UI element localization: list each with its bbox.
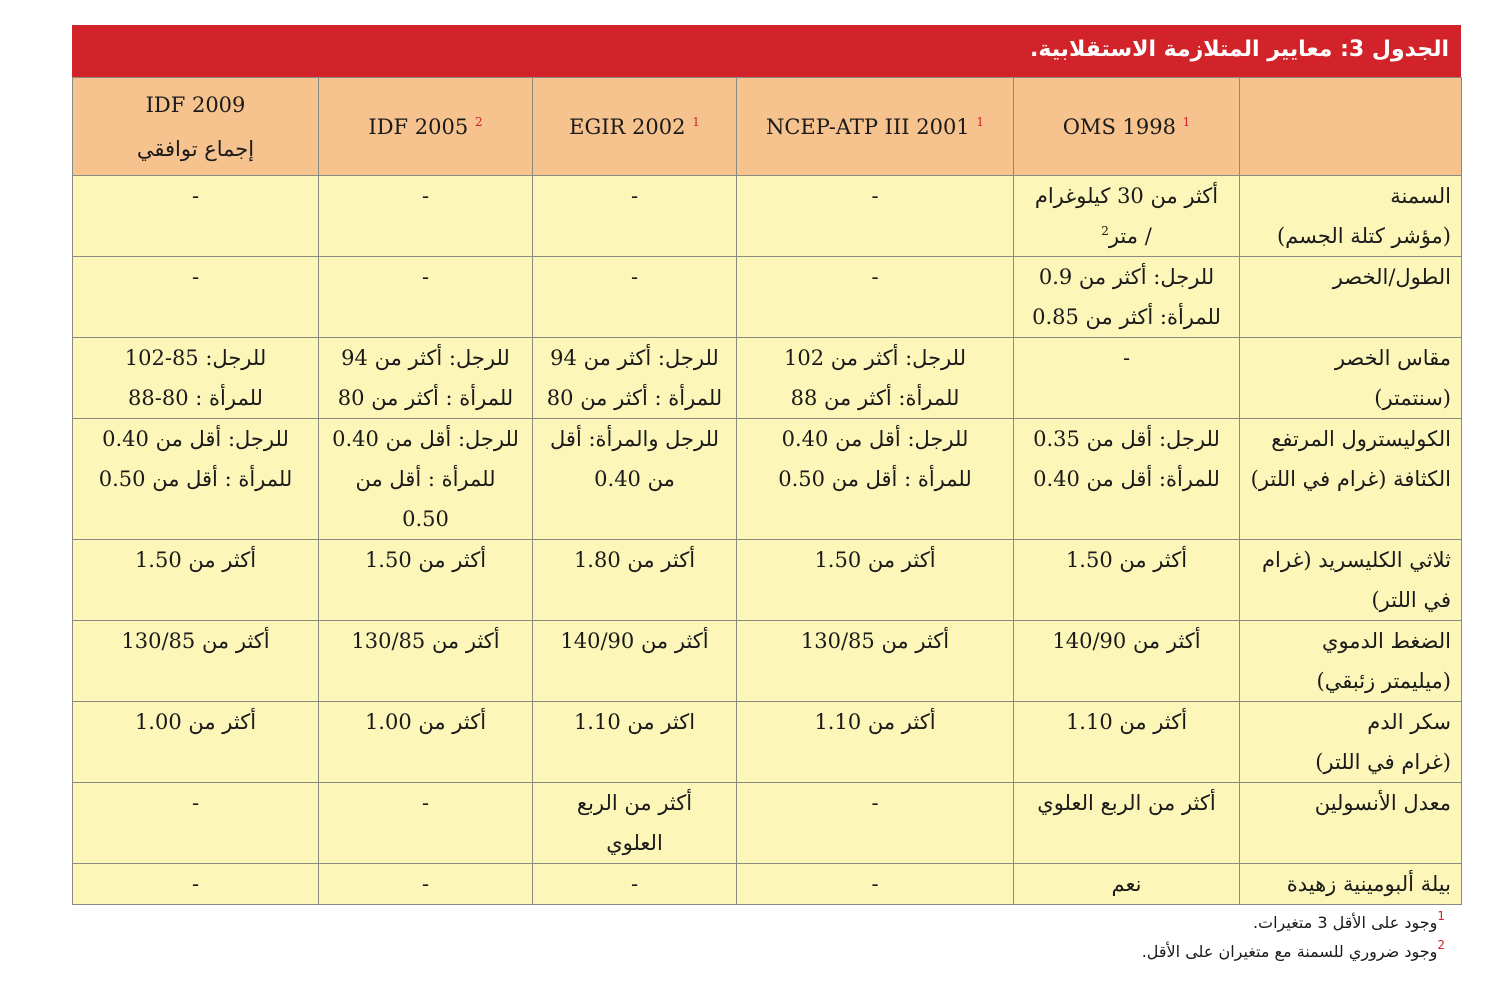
cell-line <box>325 176 526 216</box>
table-cell <box>73 540 319 621</box>
cell-line <box>325 378 526 418</box>
footnote-line <box>1142 937 1445 966</box>
cell-line <box>79 176 312 216</box>
table-cell <box>73 783 319 864</box>
cell-line <box>79 257 312 297</box>
cell-text: أكثر من 130/85 <box>121 629 270 653</box>
table-cell <box>1014 338 1240 419</box>
row-label-line: الطول/الخصر <box>1332 265 1451 289</box>
cell-text: أكثر من 1.00 <box>364 710 487 734</box>
cell-text: للمرأة : أقل من 0.50 <box>778 467 972 491</box>
cell-line <box>79 378 312 418</box>
column-header-text: EGIR 2002 <box>569 114 686 139</box>
footnote-text: وجود على الأقل 3 متغيرات. <box>1252 913 1438 932</box>
column-header <box>1014 78 1240 176</box>
cell-line <box>1020 257 1233 297</box>
column-header <box>1240 78 1462 176</box>
footnote-line <box>1142 908 1445 937</box>
cell-text: العلوي <box>606 831 663 855</box>
cell-text: أكثر من 1.10 <box>814 710 936 734</box>
cell-text: أكثر من 1.80 <box>573 548 696 572</box>
cell-line <box>325 702 526 742</box>
cell-line <box>539 338 730 378</box>
cell-line <box>1020 419 1233 459</box>
table-cell <box>737 257 1014 338</box>
cell-text: أكثر من 130/85 <box>800 629 950 653</box>
table-cell <box>1014 783 1240 864</box>
row-label-line: (غرام في اللتر) <box>1315 750 1451 774</box>
cell-line <box>1020 540 1233 580</box>
footnote-ref-marker: 2 <box>474 114 483 129</box>
cell-line <box>1020 864 1233 904</box>
cell-text: للرجل: أكثر من 94 <box>550 346 719 370</box>
table-cell <box>319 864 533 905</box>
row-label <box>1240 176 1462 257</box>
cell-text: للمرأة: أكثر من 0.85 <box>1032 305 1221 329</box>
footnote-ref-marker: 1 <box>692 114 700 129</box>
cell-text: - <box>421 184 430 208</box>
cell-line <box>325 621 526 661</box>
row-label <box>1240 783 1462 864</box>
table-cell <box>1014 540 1240 621</box>
cell-line <box>79 783 312 823</box>
cell-text: - <box>630 265 639 289</box>
cell-text: - <box>421 791 430 815</box>
cell-line <box>1020 459 1233 499</box>
cell-text: للمرأة : 80-88 <box>128 386 263 410</box>
cell-text: نعم <box>1111 872 1142 896</box>
cell-text: اكثر من 1.10 <box>573 710 696 734</box>
cell-line <box>743 702 1007 742</box>
cell-text: - <box>191 791 200 815</box>
cell-text: - <box>421 265 430 289</box>
cell-text: للرجل والمرأة: أقل <box>550 427 719 451</box>
cell-line <box>325 864 526 904</box>
table-cell <box>737 176 1014 257</box>
column-header-text: IDF 2005 <box>368 114 469 139</box>
table-cell <box>319 176 533 257</box>
cell-line <box>539 702 730 742</box>
cell-line <box>539 419 730 459</box>
cell-line <box>79 621 312 661</box>
row-label-line: (ميليمتر زئبقي) <box>1316 669 1451 693</box>
cell-line <box>539 540 730 580</box>
cell-text: من 0.40 <box>594 467 675 491</box>
table-row <box>73 257 1462 338</box>
cell-text: أكثر من 1.50 <box>364 548 487 572</box>
table-cell <box>737 419 1014 540</box>
row-label-line: مقاس الخصر <box>1334 346 1451 370</box>
table-cell <box>1014 176 1240 257</box>
cell-line <box>743 338 1007 378</box>
cell-text: للمرأة : أقل من <box>355 467 496 491</box>
table-cell <box>73 702 319 783</box>
cell-line <box>79 419 312 459</box>
cell-line <box>79 459 312 499</box>
column-header <box>533 78 737 176</box>
cell-text: للرجل: أقل من 0.40 <box>781 427 969 451</box>
cell-text: للرجل: أكثر من 102 <box>783 346 966 370</box>
row-label-line: الضغط الدموي <box>1322 629 1451 653</box>
cell-line <box>1020 702 1233 742</box>
cell-line <box>1020 338 1233 378</box>
table-cell <box>737 702 1014 783</box>
column-header-line <box>325 105 526 149</box>
row-label <box>1240 419 1462 540</box>
cell-text: - <box>1122 346 1131 370</box>
cell-line <box>743 419 1007 459</box>
cell-text: - <box>630 872 639 896</box>
cell-text: للرجل: أقل من 0.40 <box>102 427 289 451</box>
row-label-line: ثلاثي الكليسريد (غرام <box>1262 548 1451 572</box>
table-cell <box>737 540 1014 621</box>
table-cell <box>73 419 319 540</box>
table-cell <box>319 257 533 338</box>
cell-line <box>79 702 312 742</box>
footnote-ref-marker: 1 <box>1182 114 1191 129</box>
cell-text: 0.50 <box>402 507 449 531</box>
row-label-line: بيلة ألبومينية زهيدة <box>1286 872 1451 896</box>
footnote-text: وجود ضروري للسمنة مع متغيران على الأقل. <box>1141 942 1438 961</box>
table-row <box>73 419 1462 540</box>
cell-line <box>325 419 526 459</box>
cell-line <box>743 176 1007 216</box>
cell-text: - <box>630 184 639 208</box>
footnote-marker: 2 <box>1437 938 1445 952</box>
table-row <box>73 864 1462 905</box>
cell-text: أكثر من 1.00 <box>134 710 257 734</box>
criteria-table-container <box>72 25 1461 905</box>
cell-text: للمرأة: أقل من 0.40 <box>1033 467 1220 491</box>
cell-text: - <box>191 265 200 289</box>
table-cell <box>1014 621 1240 702</box>
cell-line <box>743 783 1007 823</box>
cell-text: / متر <box>1108 224 1152 248</box>
table-cell <box>533 540 737 621</box>
cell-text: - <box>191 872 200 896</box>
cell-text: أكثر من 1.50 <box>1065 548 1188 572</box>
cell-line <box>539 176 730 216</box>
cell-line <box>539 257 730 297</box>
table-cell <box>319 419 533 540</box>
cell-text: أكثر من 140/90 <box>560 629 709 653</box>
table-row <box>73 621 1462 702</box>
column-header-text: NCEP-ATP III 2001 <box>765 114 970 139</box>
table-row <box>73 540 1462 621</box>
row-label <box>1240 864 1462 905</box>
cell-line <box>1020 297 1233 337</box>
table-cell <box>73 864 319 905</box>
table-cell <box>319 540 533 621</box>
column-header-text: إجماع توافقي <box>136 136 255 161</box>
header-row <box>73 78 1462 176</box>
row-label <box>1240 702 1462 783</box>
cell-text: للرجل: أكثر من 0.9 <box>1038 265 1215 289</box>
cell-line <box>1020 176 1233 216</box>
table-body <box>73 176 1462 905</box>
cell-line <box>325 783 526 823</box>
cell-line <box>539 783 730 823</box>
table-cell <box>1014 419 1240 540</box>
cell-text: للمرأة : أقل من 0.50 <box>98 467 293 491</box>
power-superscript: 2 <box>1101 224 1109 238</box>
cell-line <box>79 338 312 378</box>
row-label <box>1240 257 1462 338</box>
cell-line <box>743 257 1007 297</box>
column-header-line <box>79 83 312 127</box>
row-label-line: سكر الدم <box>1367 710 1451 734</box>
cell-line <box>325 338 526 378</box>
table-cell <box>319 702 533 783</box>
table-cell <box>533 257 737 338</box>
table-cell <box>533 176 737 257</box>
row-label-line: (مؤشر كتلة الجسم) <box>1276 224 1451 248</box>
cell-line <box>325 459 526 499</box>
footnote-marker: 1 <box>1437 909 1445 923</box>
cell-text: - <box>421 872 430 896</box>
row-label <box>1240 540 1462 621</box>
table-cell <box>1014 257 1240 338</box>
row-label-line: معدل الأنسولين <box>1314 791 1451 815</box>
table-cell <box>737 864 1014 905</box>
cell-text: للرجل: أقل من 0.40 <box>332 427 519 451</box>
column-header-text: IDF 2009 <box>145 92 246 117</box>
cell-text: أكثر من 140/90 <box>1052 629 1201 653</box>
column-header-line <box>539 105 730 149</box>
cell-line <box>1020 783 1233 823</box>
cell-line <box>743 540 1007 580</box>
cell-text: أكثر من 130/85 <box>351 629 500 653</box>
column-header-line <box>743 105 1007 149</box>
cell-line <box>539 459 730 499</box>
cell-text: أكثر من 1.10 <box>1065 710 1188 734</box>
row-label-line: السمنة <box>1390 184 1451 208</box>
cell-line <box>743 864 1007 904</box>
cell-text: أكثر من الربع العلوي <box>1037 791 1216 815</box>
cell-text: أكثر من الربع <box>576 791 693 815</box>
cell-line <box>743 459 1007 499</box>
cell-text: للمرأة: أكثر من 88 <box>790 386 960 410</box>
cell-line <box>539 823 730 863</box>
criteria-table <box>72 77 1462 905</box>
table-cell <box>73 621 319 702</box>
table-cell <box>1014 702 1240 783</box>
footnote-ref-marker: 1 <box>976 114 984 129</box>
cell-text: للرجل: أكثر من 94 <box>341 346 510 370</box>
table-cell <box>73 257 319 338</box>
table-row <box>73 176 1462 257</box>
cell-line <box>539 864 730 904</box>
row-label-line: الكثافة (غرام في اللتر) <box>1250 467 1451 491</box>
table-cell <box>533 702 737 783</box>
table-cell <box>319 338 533 419</box>
column-header-line <box>1020 105 1233 149</box>
cell-text: للمرأة : أكثر من 80 <box>337 386 514 410</box>
column-header <box>737 78 1014 176</box>
cell-line <box>325 540 526 580</box>
table-cell <box>533 338 737 419</box>
table-cell <box>319 783 533 864</box>
table-cell <box>533 783 737 864</box>
table-cell <box>73 176 319 257</box>
cell-line <box>1020 216 1233 256</box>
cell-line <box>743 621 1007 661</box>
cell-text: - <box>191 184 200 208</box>
table-cell <box>533 419 737 540</box>
table-row <box>73 702 1462 783</box>
cell-text: للمرأة : أكثر من 80 <box>546 386 723 410</box>
column-header-line <box>79 127 312 171</box>
cell-line <box>79 540 312 580</box>
cell-text: للرجل: أقل من 0.35 <box>1033 427 1220 451</box>
cell-line <box>539 378 730 418</box>
cell-line <box>79 864 312 904</box>
cell-text: - <box>871 872 879 896</box>
cell-text: أكثر من 30 كيلوغرام <box>1034 184 1219 208</box>
cell-text: للرجل: 85-102 <box>124 346 267 370</box>
row-label-line: (سنتمتر) <box>1374 386 1451 410</box>
cell-text: - <box>871 791 879 815</box>
table-row <box>73 783 1462 864</box>
table-cell <box>73 338 319 419</box>
row-label-line: في اللتر) <box>1371 588 1451 612</box>
column-header-text: OMS 1998 <box>1062 114 1176 139</box>
table-cell <box>533 621 737 702</box>
cell-line <box>1020 621 1233 661</box>
cell-line <box>325 499 526 539</box>
table-row <box>73 338 1462 419</box>
table-cell <box>737 338 1014 419</box>
row-label <box>1240 338 1462 419</box>
table-cell <box>737 783 1014 864</box>
cell-text: أكثر من 1.50 <box>814 548 936 572</box>
cell-line <box>539 621 730 661</box>
row-label <box>1240 621 1462 702</box>
cell-line <box>325 257 526 297</box>
column-header <box>73 78 319 176</box>
table-cell <box>319 621 533 702</box>
cell-text: - <box>871 265 879 289</box>
cell-text: - <box>871 184 879 208</box>
row-label-line: الكوليسترول المرتفع <box>1271 427 1451 451</box>
table-title: الجدول 3: معايير المتلازمة الاستقلابية. <box>72 25 1461 77</box>
column-header <box>319 78 533 176</box>
table-cell <box>1014 864 1240 905</box>
cell-text: أكثر من 1.50 <box>134 548 257 572</box>
footnotes <box>1142 908 1445 966</box>
table-cell <box>533 864 737 905</box>
cell-line <box>743 378 1007 418</box>
table-cell <box>737 621 1014 702</box>
